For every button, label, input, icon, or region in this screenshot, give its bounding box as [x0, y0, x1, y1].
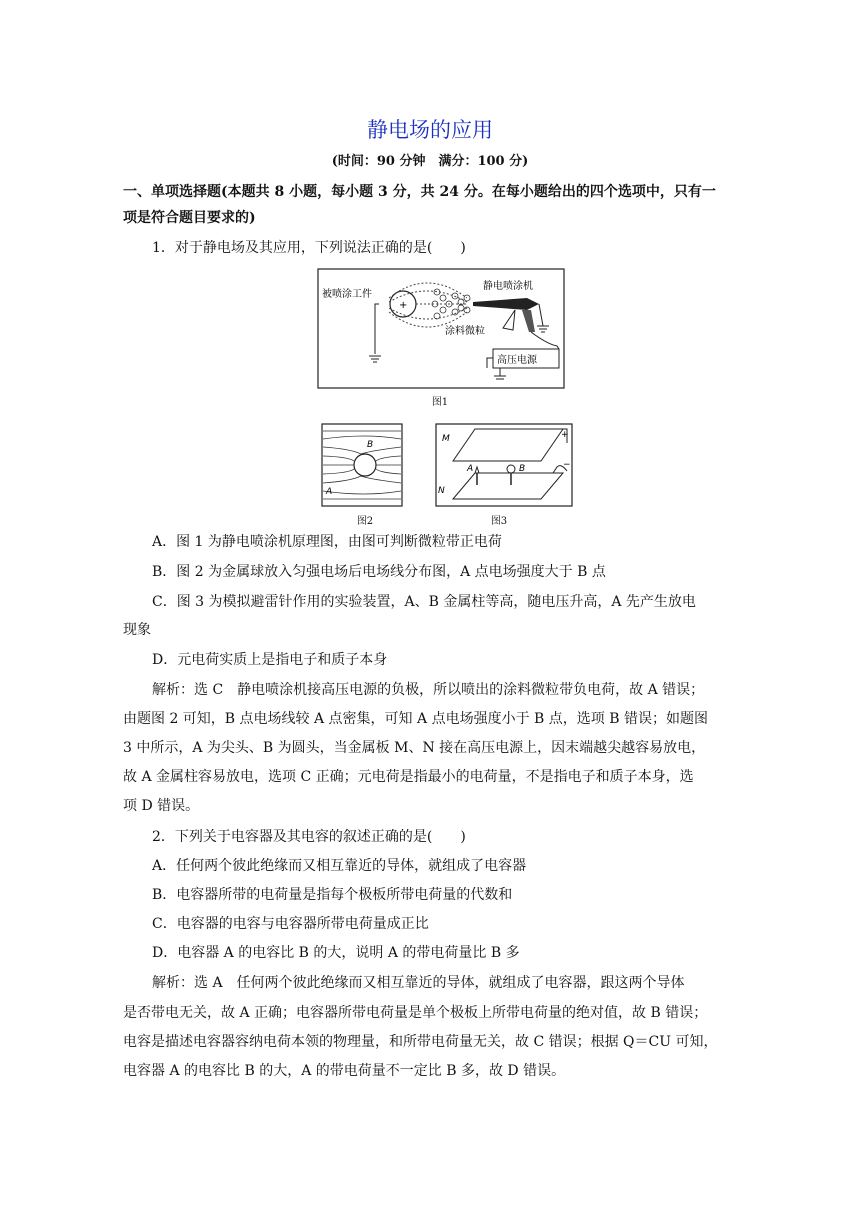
q1-option-a: A．图 1 为静电喷涂机原理图，由图可判断微粒带正电荷 [152, 534, 502, 550]
q2-option-b: B．电容器所带的电荷量是指每个极板所带电荷量的代数和 [152, 887, 513, 903]
figure-3-caption: 图3 [490, 516, 508, 527]
figure-1-caption: 图1 [431, 397, 449, 408]
q2-option-a: A．任何两个彼此绝缘而又相互靠近的导体，就组成了电容器 [152, 858, 527, 874]
q1-analysis: 解析：选 C 静电喷涂机接高压电源的负极，所以喷出的涂料微粒带负电荷，故 A 错误； [152, 682, 705, 698]
fig3-minus-sign: − [563, 460, 571, 470]
figure-2-caption: 图2 [356, 516, 374, 527]
fig1-label-sprayer: 静电喷涂机 [483, 281, 533, 292]
q1-stem: 1．对于静电场及其应用，下列说法正确的是( ) [152, 240, 466, 256]
figure-2-metal-sphere-field [321, 423, 403, 507]
q2-analysis-line3: 电容是描述电容器容纳电荷本领的物理量，和所带电荷量无关，故 C 错误；根据 Q＝CU 可知， [123, 1034, 718, 1050]
q2-stem: 2．下列关于电容器及其电容的叙述正确的是( ) [152, 829, 466, 845]
q2-analysis-line2: 是否带电无关，故 A 正确；电容器所带电荷量是单个极板上所带电荷量的绝对值，故 B 错误； [123, 1005, 708, 1021]
q1-option-c-cont: 现象 [123, 622, 151, 638]
page-title: 静电场的应用 [367, 118, 493, 142]
fig1-label-particles: 涂料微粒 [445, 326, 485, 337]
q2-option-c: C．电容器的电容与电容器所带电荷量成正比 [152, 916, 429, 932]
section-heading: 一、单项选择题(本题共 8 小题，每小题 3 分，共 24 分。在每小题给出的四个选项中，只有一 [123, 184, 716, 200]
figure-3-lightning-rod-setup [435, 423, 573, 507]
q1-option-d: D．元电荷实质上是指电子和质子本身 [152, 652, 388, 668]
fig3-label-a: A [467, 464, 474, 474]
q1-analysis-line2: 由题图 2 可知，B 点电场线较 A 点密集，可知 A 点电场强度小于 B 点，选项 B 错误；如题图 [123, 711, 708, 727]
fig3-plus-sign: + [561, 430, 569, 440]
q1-option-b: B．图 2 为金属球放入匀强电场后电场线分布图，A 点电场强度大于 B 点 [152, 564, 606, 580]
q1-analysis-line4: 故 A 金属柱容易放电，选项 C 正确；元电荷是指最小的电荷量，不是指电子和质子本身，选 [123, 769, 694, 785]
q2-option-d: D．电容器 A 的电容比 B 的大，说明 A 的带电荷量比 B 多 [152, 945, 520, 961]
q2-analysis: 解析：选 A 任何两个彼此绝缘而又相互靠近的导体，就组成了电容器，跟这两个导体 [152, 975, 685, 991]
q1-option-c: C．图 3 为模拟避雷针作用的实验装置，A、B 金属柱等高，随电压升高，A 先产生放电 [152, 594, 696, 610]
fig3-label-n: N [438, 486, 445, 496]
figure-1-electrostatic-sprayer [317, 268, 565, 389]
q1-analysis-line3: 3 中所示，A 为尖头、B 为圆头，当金属板 M、N 接在高压电源上，因末端越尖越容易放电， [123, 740, 706, 756]
fig2-label-b: B [367, 440, 374, 450]
fig1-label-power: 高压电源 [497, 355, 537, 366]
section-heading-cont: 项是符合题目要求的) [123, 210, 256, 226]
fig2-label-a: A [326, 487, 333, 497]
q2-analysis-line4: 电容器 A 的电容比 B 的大，A 的带电荷量不一定比 B 多，故 D 错误。 [123, 1063, 566, 1079]
fig1-plus-sign: + [399, 300, 408, 311]
exam-info: (时间：90 分钟 满分：100 分) [331, 154, 529, 169]
fig3-label-b: B [519, 464, 526, 474]
q1-analysis-line5: 项 D 错误。 [123, 798, 200, 814]
fig1-label-workpiece: 被喷涂工件 [322, 289, 372, 300]
fig3-label-m: M [442, 434, 450, 444]
